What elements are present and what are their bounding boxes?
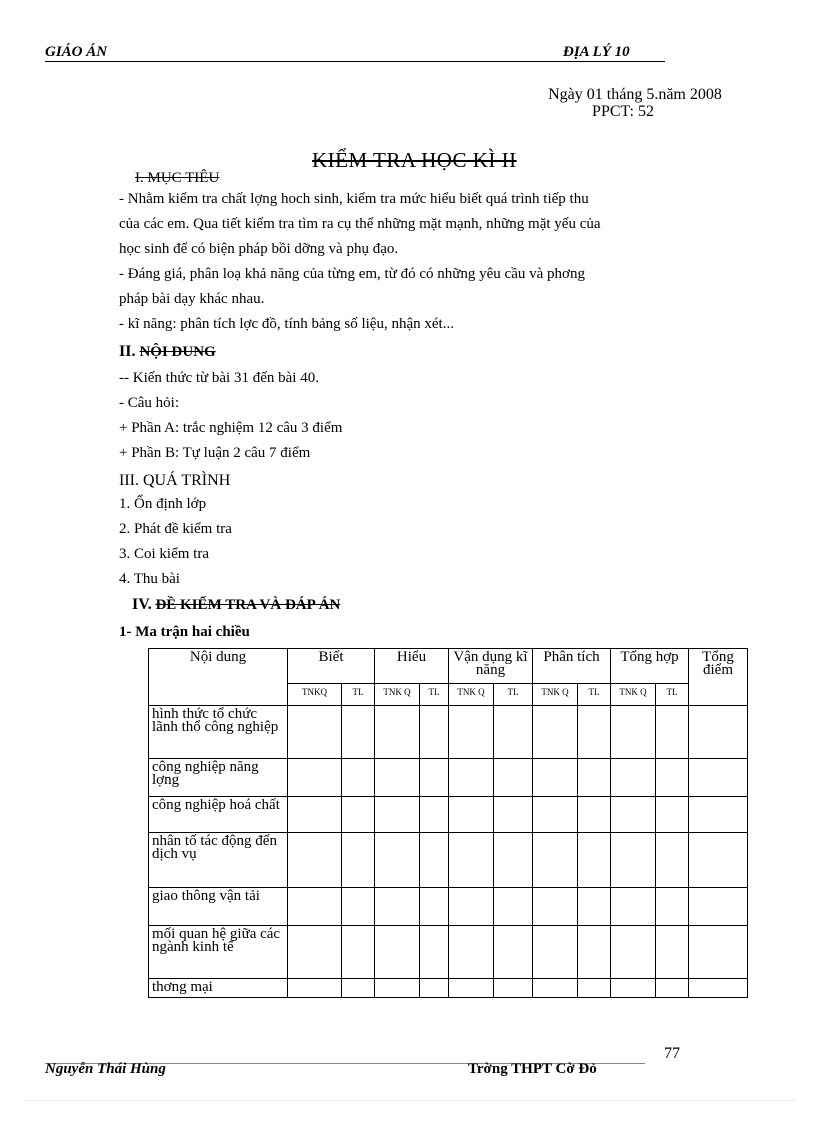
header-right: ĐỊA LÝ 10: [563, 44, 630, 60]
section-2-title: NỘI DUNG: [139, 344, 216, 360]
page-number: 77: [664, 1045, 680, 1062]
col-header-analyze: Phân tích: [533, 649, 611, 684]
footer-author: Nguyễn Thái Hùng: [45, 1061, 166, 1077]
section-2-line: + Phần A: trắc nghiệm 12 câu 3 điểm: [119, 420, 343, 436]
section-3-line: 1. Ổn định lớp: [119, 496, 207, 512]
col-header-know: Biết: [288, 649, 375, 684]
section-2-line: + Phần B: Tự luận 2 câu 7 điểm: [119, 445, 311, 461]
section-1-line: pháp bài dạy khác nhau.: [119, 291, 265, 307]
row-label: công nghiệp hoá chất: [149, 797, 288, 833]
section-1-line: học sinh để có biện pháp bồi dỡng và phụ đạo.: [119, 241, 399, 257]
table-row: [149, 979, 748, 998]
row-label: hình thức tổ chức lãnh thổ công nghiệp: [149, 706, 288, 759]
subheader-cell: TL: [420, 684, 449, 706]
section-2-line: -- Kiến thức từ bài 31 đến bài 40.: [119, 370, 319, 386]
subheader-cell: TNK Q: [375, 684, 420, 706]
section-3-line: 4. Thu bài: [119, 571, 180, 587]
row-label: thơng mại: [149, 979, 288, 998]
page-break-line: [25, 1100, 795, 1101]
col-header-content: Nội dung: [149, 649, 288, 706]
subheader-cell: TNK Q: [533, 684, 578, 706]
section-1-line: - kĩ năng: phân tích lợc đồ, tính bảng số liệu, nhận xét...: [119, 316, 454, 332]
subheader-cell: TL: [578, 684, 611, 706]
table-row: [149, 926, 748, 979]
section-2-body: [119, 366, 342, 466]
ppct-line: PPCT: 52: [592, 103, 654, 120]
table-row: [149, 833, 748, 888]
subheader-cell: TNK Q: [611, 684, 656, 706]
section-4-number: IV.: [132, 596, 152, 613]
subheader-cell: TL: [494, 684, 533, 706]
section-3-heading: III. QUÁ TRÌNH: [119, 472, 231, 489]
header-divider: [45, 61, 665, 62]
subheader-cell: TNK Q: [449, 684, 494, 706]
page-title: KIỂM TRA HỌC KÌ II: [312, 148, 517, 172]
section-2-number: II.: [119, 343, 136, 360]
subheader-cell: TL: [656, 684, 689, 706]
matrix-table: [148, 648, 748, 998]
col-header-apply: Vận dụng kĩ năng: [449, 649, 533, 684]
row-label: công nghiệp năng lợng: [149, 759, 288, 797]
section-1-body: [119, 187, 779, 337]
matrix-heading: 1- Ma trận hai chiều: [119, 624, 250, 640]
row-label: giao thông vận tải: [149, 888, 288, 926]
row-label: mối quan hệ giữa các ngành kinh tế: [149, 926, 288, 979]
table-row: [149, 759, 748, 797]
section-1-line: của các em. Qua tiết kiểm tra tìm ra cụ thể những mặt mạnh, những mặt yếu của: [119, 216, 601, 232]
col-header-total: Tổng điểm: [689, 649, 748, 706]
table-row: [149, 706, 748, 759]
row-label: nhân tố tác động đến dịch vụ: [149, 833, 288, 888]
section-3-line: 3. Coi kiểm tra: [119, 546, 209, 562]
subheader-cell: TL: [342, 684, 375, 706]
section-1-line: - Đáng giá, phân loạ khả năng của từng em, từ đó có những yêu cầu và phơng: [119, 266, 585, 282]
col-header-synthesize: Tổng hợp: [611, 649, 689, 684]
col-header-understand: Hiểu: [375, 649, 449, 684]
section-2-line: - Câu hỏi:: [119, 395, 179, 411]
section-3-body: [119, 492, 232, 592]
table-row: [149, 888, 748, 926]
matrix-header-row: [149, 649, 748, 684]
section-1-heading: I. MỤC TIÊU: [135, 170, 220, 186]
section-2-heading: [119, 343, 216, 361]
subheader-cell: TNKQ: [288, 684, 342, 706]
table-row: [149, 797, 748, 833]
date-line: Ngày 01 tháng 5.năm 2008: [548, 86, 722, 103]
section-3-line: 2. Phát đề kiểm tra: [119, 521, 232, 537]
footer-school: Trờng THPT Cờ Đỏ: [468, 1061, 597, 1077]
header-left: GIÁO ÁN: [45, 44, 108, 60]
section-1-line: - Nhằm kiểm tra chất lợng hoch sinh, kiểm tra mức hiểu biết quá trình tiếp thu: [119, 191, 589, 207]
section-4-title: ĐỀ KIỂM TRA VÀ ĐÁP ÁN: [155, 597, 341, 613]
section-4-heading: [132, 596, 340, 614]
